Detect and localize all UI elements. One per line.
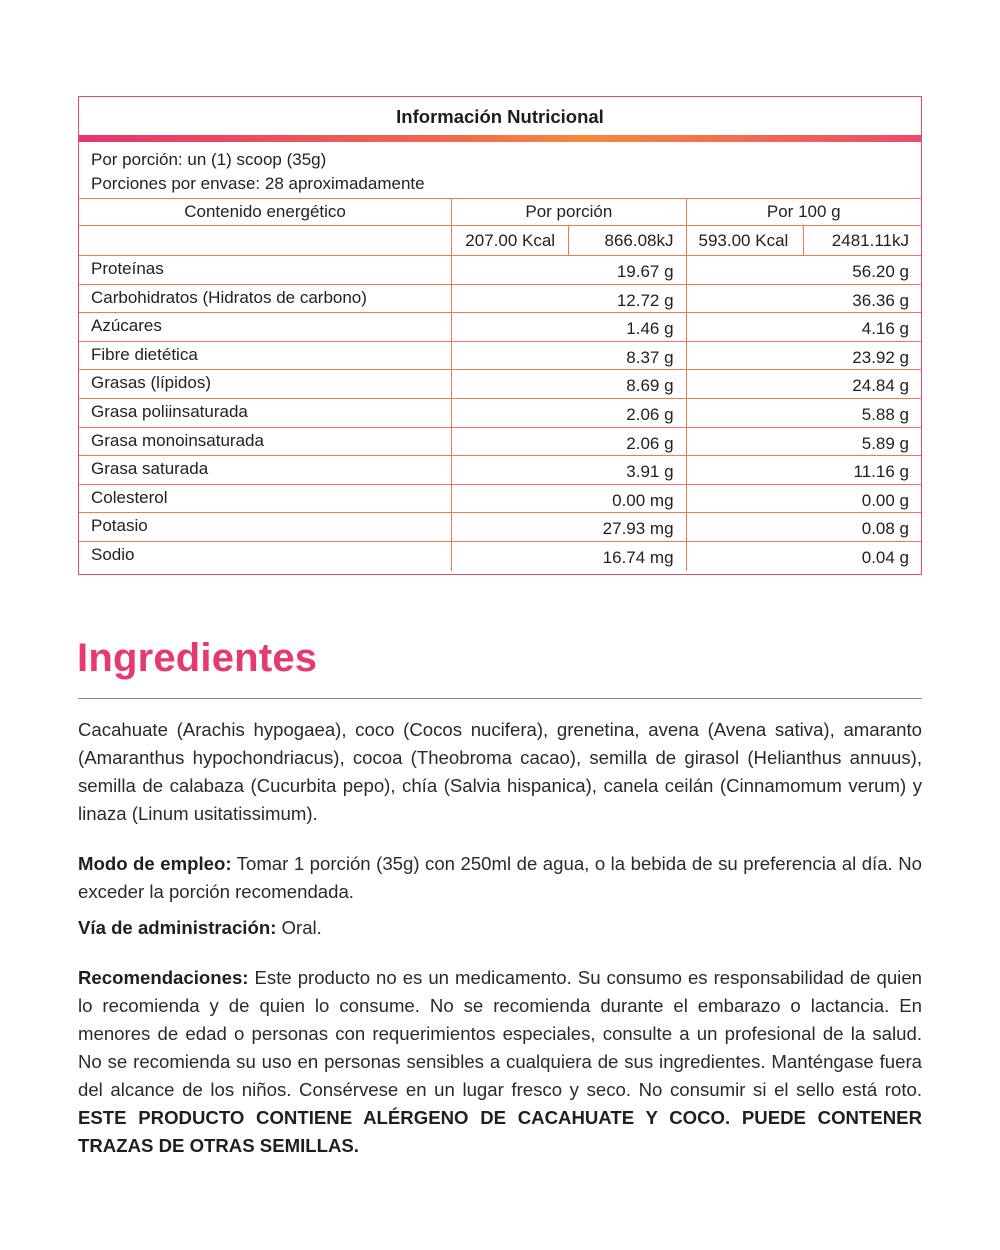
servings-per-container: Porciones por envase: 28 aproximadamente: [91, 174, 425, 193]
nutrition-table: [78, 96, 922, 575]
nutrient-name: Potasio: [79, 513, 452, 541]
nutrient-rows: [79, 256, 921, 571]
nutrition-title: Información Nutricional: [396, 106, 604, 127]
nutrient-row: [79, 342, 921, 371]
nutrient-per-100g: 0.00 g: [861, 490, 910, 510]
energy-serving-kj: 866.08kJ: [569, 226, 686, 255]
nutrient-name: Grasa monoinsaturada: [79, 428, 452, 456]
energy-header: Contenido energético: [79, 199, 452, 225]
nutrient-per-serving: 19.67 g: [452, 256, 686, 284]
gradient-divider: [79, 135, 921, 142]
nutrient-row: [79, 428, 921, 457]
nutrient-row: [79, 399, 921, 428]
energy-row-label: [79, 226, 452, 255]
per-100g-header: Por 100 g: [766, 202, 841, 221]
energy-serving-kcal: 207.00 Kcal: [452, 226, 569, 255]
recommendations-label: Recomendaciones:: [78, 967, 249, 988]
ingredients-divider: [78, 698, 922, 699]
nutrient-per-100g: 36.36 g: [852, 290, 910, 310]
usage-label: Modo de empleo:: [78, 853, 232, 874]
table-header-row: [79, 199, 921, 226]
serving-size: Por porción: un (1) scoop (35g): [91, 150, 327, 169]
nutrient-row: [79, 456, 921, 485]
nutrient-per-serving: 2.06 g: [452, 428, 686, 456]
nutrient-per-100g: 24.84 g: [852, 376, 910, 396]
nutrient-row: [79, 485, 921, 514]
ingredients-title: Ingredientes: [77, 636, 318, 680]
energy-per100-kj: 2481.11kJ: [831, 231, 909, 250]
nutrient-row: [79, 542, 921, 571]
nutrient-per-serving: 0.00 mg: [452, 485, 686, 513]
nutrient-name: Grasas (lípidos): [79, 370, 452, 398]
nutrient-name: Proteínas: [79, 256, 452, 284]
nutrient-per-100g: 0.04 g: [861, 547, 910, 567]
nutrient-name: Sodio: [79, 542, 452, 571]
nutrient-per-serving: 16.74 mg: [452, 542, 686, 571]
nutrient-per-100g: 5.89 g: [861, 433, 910, 453]
recommendations-paragraph: [78, 964, 922, 1160]
nutrient-row: [79, 285, 921, 314]
usage-text: Tomar 1 porción (35g) con 250ml de agua, o la bebida de su preferencia al día. No exceder la porción recomendada.: [78, 853, 922, 902]
nutrient-per-100g: 56.20 g: [852, 262, 910, 281]
nutrient-per-100g: 5.88 g: [861, 404, 910, 424]
per-serving-header: Por porción: [452, 199, 686, 225]
nutrient-per-serving: 8.69 g: [452, 370, 686, 398]
ingredients-text: Cacahuate (Arachis hypogaea), coco (Cocos nucifera), grenetina, avena (Avena sativa), amaranto (Amaranthus hypochondriacus), cocoa (Theobroma cacao), semilla de girasol (Helianthus annuus), semilla de calabaza (Cucurbita pepo), chía (Salvia hispanica), canela ceilán (Cinnamomum verum) y linaza (Linum usitatissimum).: [78, 719, 922, 824]
usage-paragraph: [78, 850, 922, 906]
energy-row: [79, 226, 921, 256]
nutrient-per-serving: 27.93 mg: [452, 513, 686, 541]
nutrient-per-100g: 4.16 g: [861, 319, 910, 339]
nutrient-name: Grasa poliinsaturada: [79, 399, 452, 427]
nutrient-row: [79, 313, 921, 342]
route-label: Vía de administración:: [78, 917, 277, 938]
nutrient-name: Azúcares: [79, 313, 452, 341]
nutrient-name: Colesterol: [79, 485, 452, 513]
nutrient-row: [79, 513, 921, 542]
nutrient-per-serving: 1.46 g: [452, 313, 686, 341]
nutrient-name: Carbohidratos (Hidratos de carbono): [79, 285, 452, 313]
nutrient-per-100g: 23.92 g: [852, 347, 910, 367]
recommendations-text: Este producto no es un medicamento. Su consumo es responsabilidad de quien lo recomienda y de quien lo consume. No se recomienda durante el embarazo o lactancia. En menores de edad o personas con requerimientos especiales, consulte a un profesional de la salud. No se recomienda su uso en personas sensibles a cualquiera de sus ingredientes. Manténgase fuera del alcance de los niños. Consérvese en un lugar fresco y seco. No consumir si el sello está roto.: [78, 967, 922, 1100]
allergen-warning: ESTE PRODUCTO CONTIENE ALÉRGENO DE CACAHUATE Y COCO. PUEDE CONTENER TRAZAS DE OTRAS SEMILLAS.: [78, 1107, 922, 1156]
nutrient-row: [79, 256, 921, 285]
energy-per100-kcal: 593.00 Kcal: [687, 226, 804, 255]
nutrient-name: Grasa saturada: [79, 456, 452, 484]
serving-info: [79, 142, 921, 199]
route-paragraph: [78, 914, 922, 942]
route-text: Oral.: [276, 917, 322, 938]
nutrient-per-100g: 0.08 g: [861, 519, 910, 539]
nutrient-name: Fibre dietética: [79, 342, 452, 370]
nutrient-per-serving: 3.91 g: [452, 456, 686, 484]
nutrient-per-100g: 11.16 g: [853, 462, 910, 482]
nutrient-per-serving: 2.06 g: [452, 399, 686, 427]
nutrient-per-serving: 8.37 g: [452, 342, 686, 370]
nutrient-row: [79, 370, 921, 399]
nutrient-per-serving: 12.72 g: [452, 285, 686, 313]
